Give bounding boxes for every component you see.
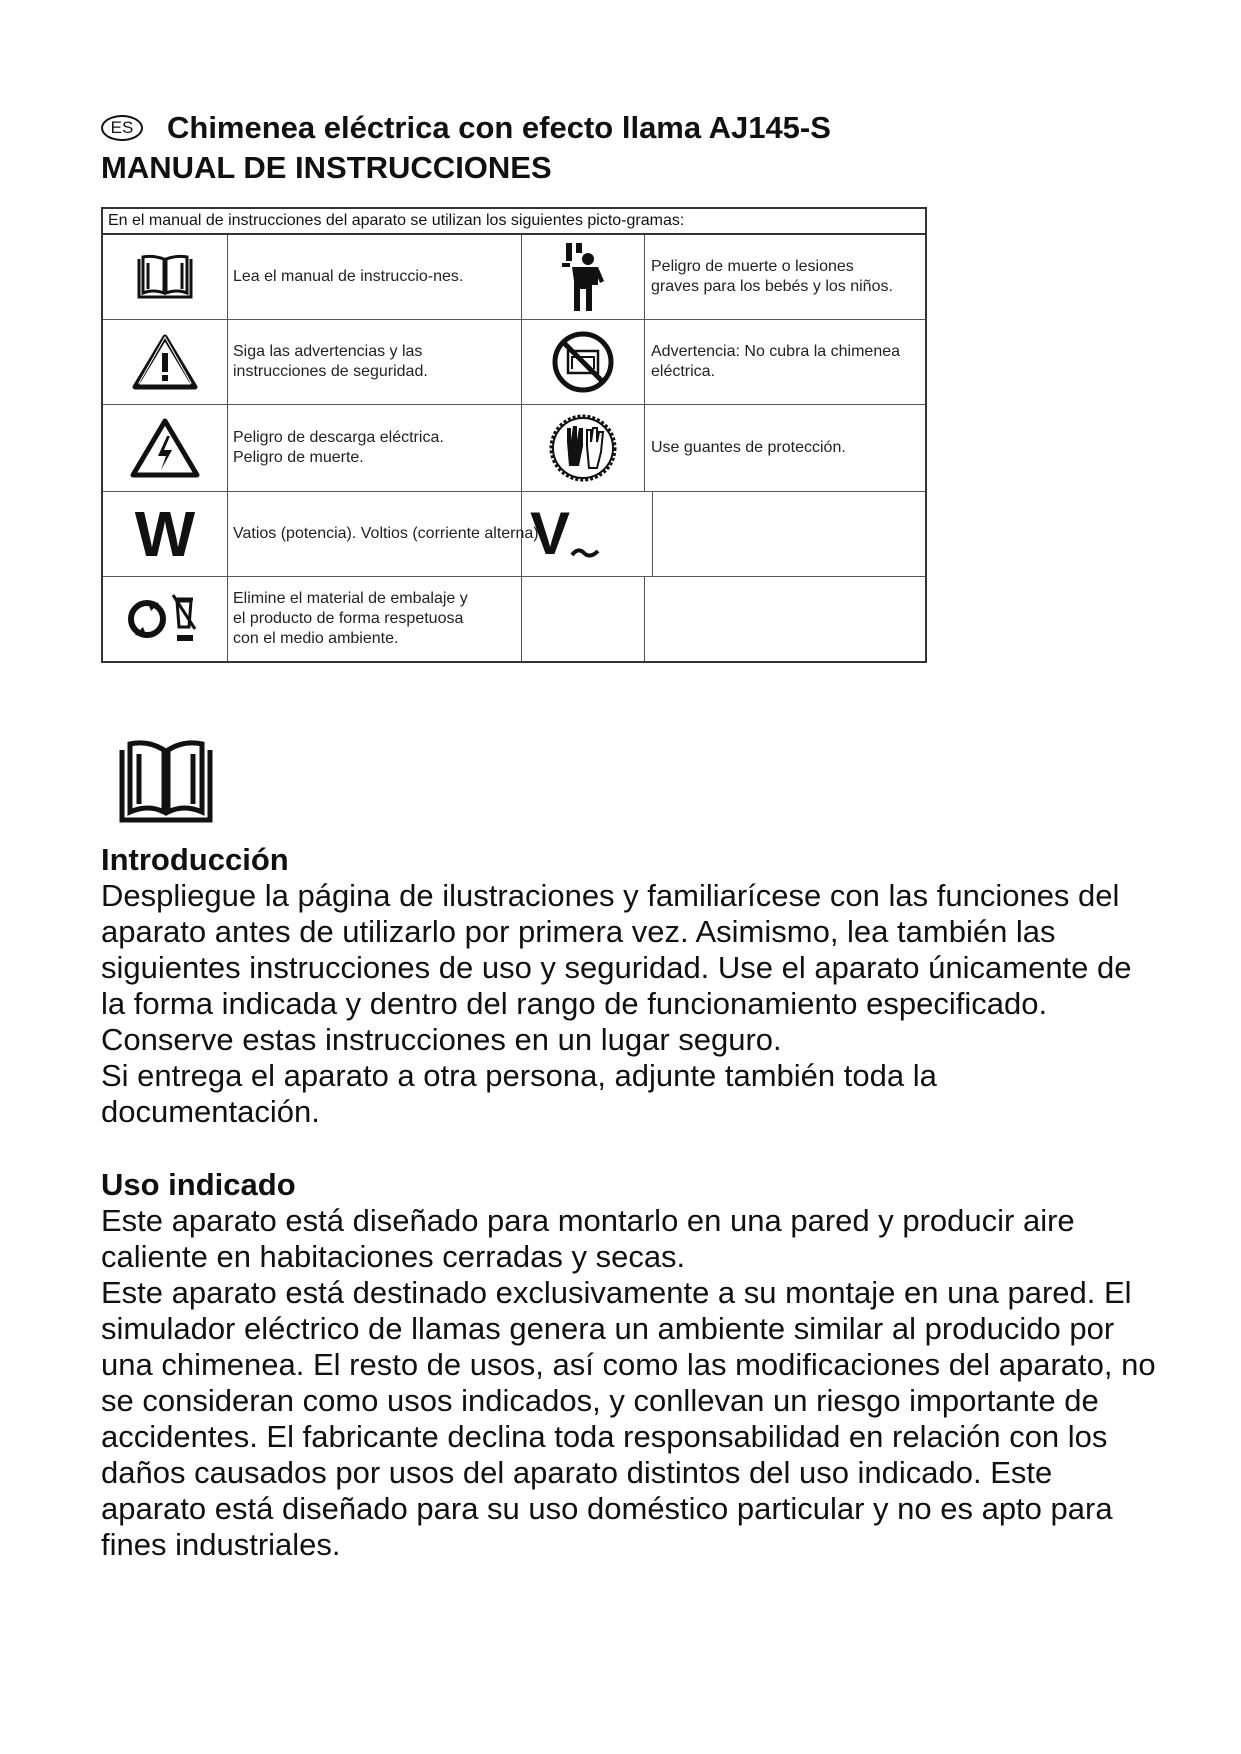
table-row xyxy=(103,320,925,405)
table-row xyxy=(103,235,925,320)
page-subtitle: MANUAL DE INSTRUCCIONES xyxy=(101,150,552,185)
recycle-icon xyxy=(103,577,228,661)
volt-glyph: V xyxy=(530,500,571,567)
book-icon xyxy=(118,738,214,829)
introduction-section xyxy=(101,842,1161,1130)
empty-cell xyxy=(645,577,925,661)
pictogram-description: Use guantes de protección. xyxy=(651,439,846,456)
pictogram-description: Advertencia: No cubra la chimenea eléctrica. xyxy=(651,343,901,380)
volt-ac-icon xyxy=(522,492,653,576)
document-header xyxy=(101,108,1101,188)
pictogram-description: Elimine el material de embalaje y el producto de forma respetuosa con el medio ambiente. xyxy=(228,577,522,661)
table-row xyxy=(103,492,925,577)
child-hazard-icon xyxy=(522,235,645,319)
pictogram-description: Peligro de muerte o lesiones graves para los bebés y los niños. xyxy=(651,258,893,295)
warning-triangle-icon xyxy=(103,320,228,404)
empty-cell xyxy=(653,492,925,576)
section-heading: Introducción xyxy=(101,842,289,877)
table-row xyxy=(103,405,925,492)
electric-shock-icon xyxy=(103,405,228,491)
table-row xyxy=(103,577,925,661)
language-badge: ES xyxy=(101,115,143,141)
page-title: Chimenea eléctrica con efecto llama AJ145-S xyxy=(167,110,831,145)
pictogram-description: Siga las advertencias y las instrucciones de seguridad. xyxy=(228,320,522,404)
section-heading: Uso indicado xyxy=(101,1167,296,1202)
section-paragraph: Si entrega el aparato a otra persona, adjunte también toda la documentación. xyxy=(101,1058,937,1129)
pictogram-table-caption: En el manual de instrucciones del aparato se utilizan los siguientes picto-gramas: xyxy=(103,209,925,235)
intended-use-section xyxy=(101,1167,1161,1563)
section-paragraph: Este aparato está destinado exclusivamente a su montaje en una pared. El simulador eléctrico de llamas genera un ambiente similar al producido por una chimenea. El resto de usos, así como las modificaciones del aparato, no se consideran como usos indicados, y conllevan un riesgo importante de accidentes. El fabricante declina toda responsabilidad en relación con los daños causados por usos del aparato distintos del uso indicado. Este aparato está diseñado para su uso doméstico particular y no es apto para fines industriales. xyxy=(101,1275,1156,1562)
pictogram-table xyxy=(101,207,927,663)
section-paragraph: Este aparato está diseñado para montarlo en una pared y producir aire caliente en habitaciones cerradas y secas. xyxy=(101,1203,1075,1274)
pictogram-description: Peligro de descarga eléctrica. Peligro de muerte. xyxy=(228,405,522,491)
book-icon xyxy=(103,235,228,319)
title-line xyxy=(101,108,1101,148)
pictogram-description: Vatios (potencia). Voltios (corriente alterna). xyxy=(228,492,522,576)
empty-cell xyxy=(522,577,645,661)
gloves-icon xyxy=(522,405,645,491)
do-not-cover-icon xyxy=(522,320,645,404)
section-paragraph: Despliegue la página de ilustraciones y familiarícese con las funciones del aparato antes de utilizarlo por primera vez. Asimismo, lea también las siguientes instrucciones de uso y seguridad. Use el aparato únicamente de la forma indicada y dentro del rango de funcionamiento especificado. Conserve estas instrucciones en un lugar seguro. xyxy=(101,878,1132,1057)
watt-glyph: W xyxy=(134,498,196,570)
watt-icon xyxy=(103,492,228,576)
pictogram-description: Lea el manual de instruccio-nes. xyxy=(228,235,522,319)
